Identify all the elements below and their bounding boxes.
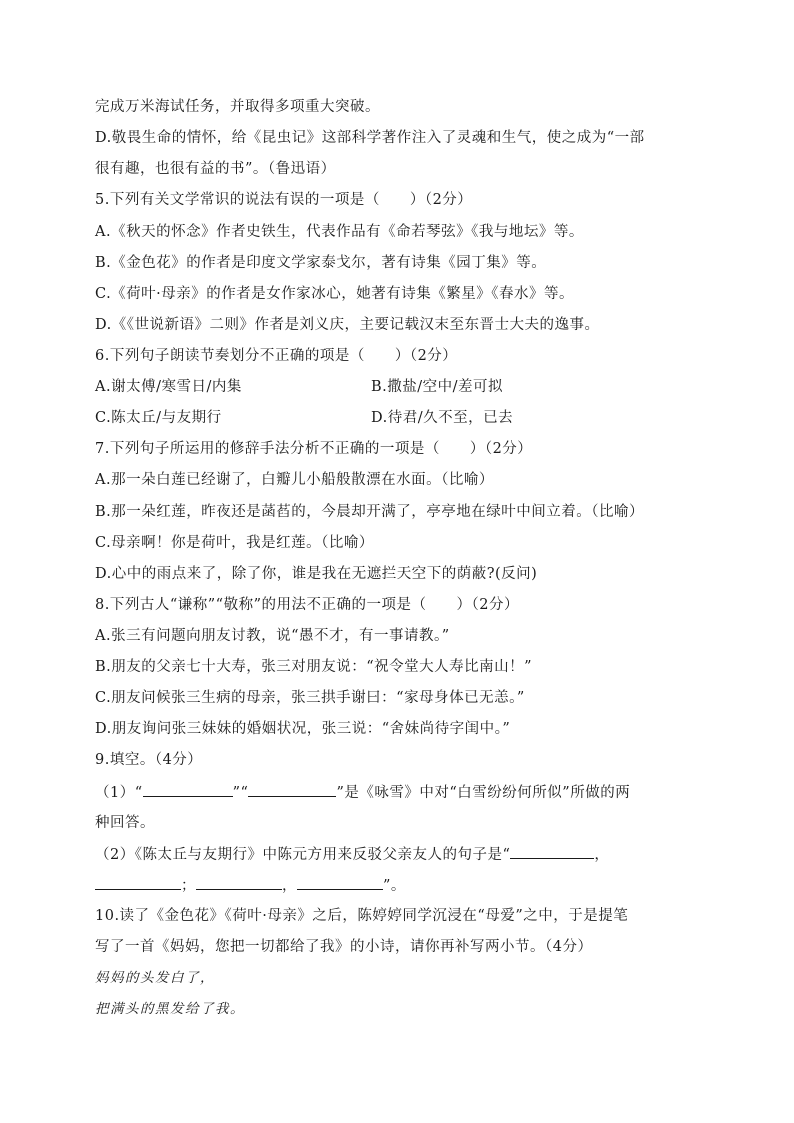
q5-option-d: D.《《世说新语》二则》作者是刘义庆，主要记载汉末至东晋士大夫的逸事。 [95,317,600,333]
q7-option-d: D.心中的雨点来了，除了你，谁是我在无遮拦天空下的荫蔽?(反问) [95,566,538,582]
q9-part-2 [95,844,609,865]
q8-option-d: D.朋友询问张三妹妹的婚姻状况，张三说：“舍妹尚待字闺中。” [95,721,511,737]
q8-option-a: A.张三有问题向朋友讨教，说“愚不才，有一事请教。” [95,628,450,644]
answer-blank[interactable] [510,844,594,859]
question-9: 9.填空。（4分） [95,752,203,768]
q9-2-close: ”。 [383,878,406,894]
q6-option-d: D.待君/久不至，已去 [371,410,514,426]
q9-1-mid: ”“ [232,785,249,801]
answer-blank[interactable] [248,782,336,797]
q7-option-c: C.母亲啊！你是荷叶，我是红莲。（比喻） [95,535,374,551]
answer-blank[interactable] [95,875,181,890]
q9-2-prefix: （2）《陈太丘与友期行》中陈元方用来反驳父亲友人的句子是“ [95,847,511,863]
answer-blank[interactable] [297,875,383,890]
q7-option-a: A.那一朵白莲已经谢了，白瓣儿小船般散漂在水面。（比喻） [95,472,494,488]
answer-blank[interactable] [196,875,282,890]
q9-2-semicolon: ； [181,878,196,894]
q9-2-comma: ， [594,847,610,863]
q6-option-b: B.撒盐/空中/差可拟 [371,379,504,395]
question-8: 8.下列古人“谦称”“敬称”的用法不正确的一项是（ ）（2分） [95,597,519,613]
q9-2-continued [95,875,406,896]
question-10: 10.读了《金色花》《荷叶·母亲》之后，陈婷婷同学沉浸在“母爱”之中，于是提笔 [95,908,629,924]
q9-1-suffix: ”是《咏雪》中对“白雪纷纷何所似”所做的两 [336,785,631,801]
q9-2-comma2: ， [282,878,297,894]
text-line: 很有趣，也很有益的书”。（鲁迅语） [95,161,336,177]
question-7: 7.下列句子所运用的修辞手法分析不正确的一项是（ ）（2分） [95,441,533,457]
q7-option-b: B.那一朵红莲，昨夜还是菡萏的，今晨却开满了，亭亭地在绿叶中间立着。（比喻） [95,504,645,520]
q5-option-a: A.《秋天的怀念》作者史铁生，代表作品有《命若琴弦》《我与地坛》等。 [95,224,584,240]
question-5: 5.下列有关文学常识的说法有误的一项是（ ）（2分） [95,192,473,208]
q6-option-c: C.陈太丘/与友期行 [95,410,222,426]
text-line: 完成万米海试任务，并取得多项重大突破。 [95,99,380,115]
option-d-line: D.敬畏生命的情怀，给《昆虫记》这部科学著作注入了灵魂和生气，使之成为“一部 [95,130,645,146]
answer-blank[interactable] [143,782,233,797]
q8-option-b: B.朋友的父亲七十大寿，张三对朋友说：“祝令堂大人寿比南山！” [95,659,533,675]
question-10-cont: 写了一首《妈妈，您把一切都给了我》的小诗，请你再补写两小节。（4分） [95,939,593,955]
poem-line-1: 妈妈的头发白了， [95,970,215,986]
q9-1-continued: 种回答。 [95,815,155,831]
poem-line-2: 把满头的黑发给了我。 [95,1001,245,1017]
q9-part-1 [95,782,630,803]
q8-option-c: C.朋友问候张三生病的母亲，张三拱手谢曰：“家母身体已无恙。” [95,690,525,706]
q9-1-prefix: （1）“ [95,785,143,801]
q5-option-b: B.《金色花》的作者是印度文学家泰戈尔，著有诗集《园丁集》等。 [95,255,547,271]
q6-option-a: A.谢太傅/寒雪日/内集 [95,379,242,395]
q5-option-c: C.《荷叶·母亲》的作者是女作家冰心，她著有诗集《繁星》《春水》等。 [95,286,575,302]
question-6: 6.下列句子朗读节奏划分不正确的项是（ ）（2分） [95,348,458,364]
